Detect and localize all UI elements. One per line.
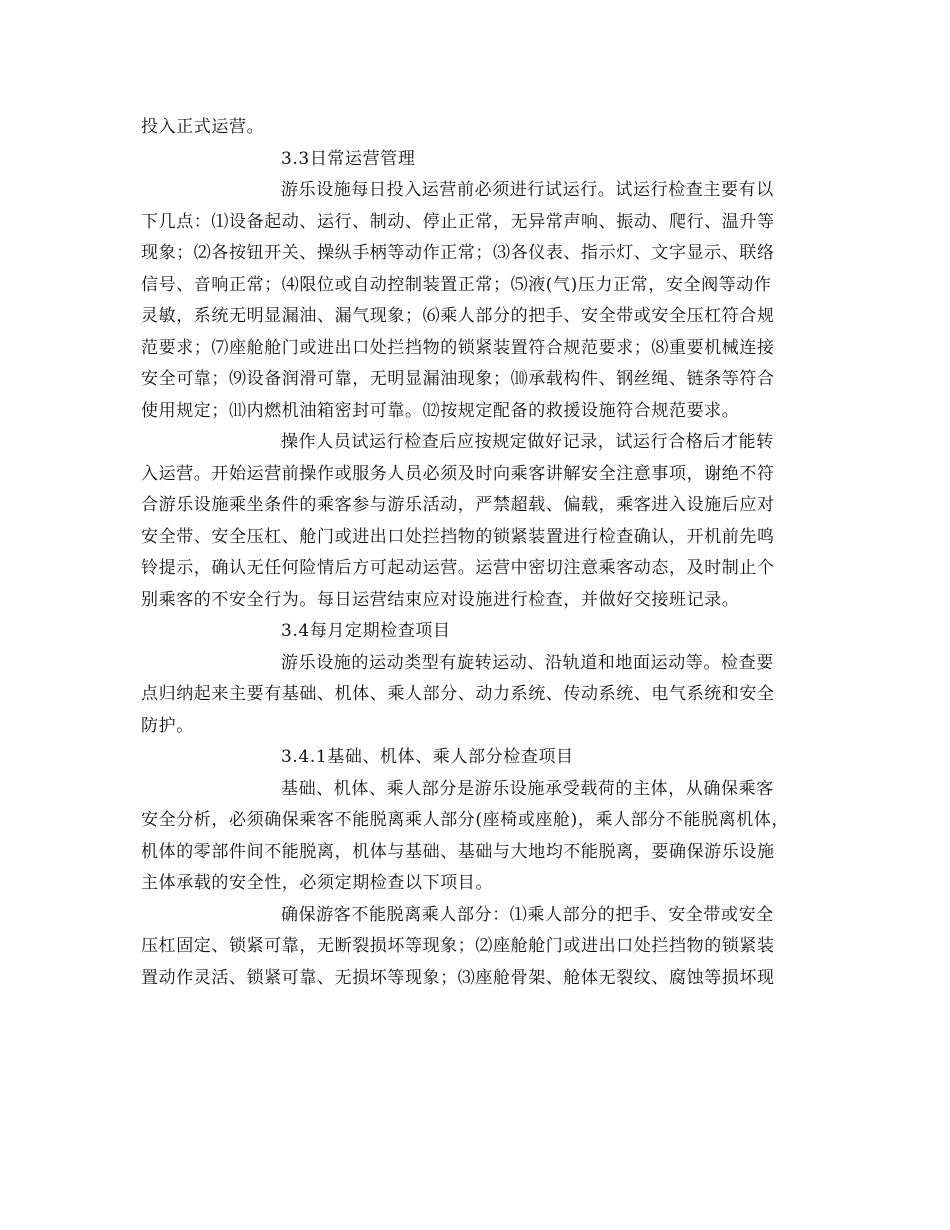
text-line: 信号、音响正常；⑷限位或自动控制装置正常；⑸液(气)压力正常，安全阀等动作 [141, 274, 772, 295]
text-line: 基础、机体、乘人部分是游乐设施承受载荷的主体，从确保乘客 [281, 778, 774, 799]
body-text [141, 112, 821, 994]
text-line: 现象；⑵各按钮开关、操纵手柄等动作正常；⑶各仪表、指示灯、文字显示、联络 [141, 243, 775, 263]
text-line: 范要求；⑺座舱舱门或进出口处拦挡物的锁紧装置符合规范要求；⑻重要机械连接 [141, 337, 775, 358]
text-line: 入运营。开始运营前操作或服务人员必须及时向乘客讲解安全注意事项，谢绝不符 [141, 463, 775, 484]
text-line: 防护。 [141, 715, 194, 736]
text-line: 3.3日常运营管理 [281, 148, 416, 169]
text-line: 点归纳起来主要有基础、机体、乘人部分、动力系统、传动系统、电气系统和安全 [141, 684, 775, 704]
text-line: 3.4每月定期检查项目 [281, 621, 451, 641]
text-line: 安全分析，必须确保乘客不能脱离乘人部分(座椅或座舱)，乘人部分不能脱离机体， [141, 810, 790, 830]
text-line: 机体的零部件间不能脱离，机体与基础、基础与大地均不能脱离，要确保游乐设施 [141, 841, 775, 862]
text-line: 别乘客的不安全行为。每日运营结束应对设施进行检查，并做好交接班记录。 [141, 589, 740, 610]
text-line: 操作人员试运行检查后应按规定做好记录，试运行合格后才能转 [281, 432, 774, 452]
text-line: 下几点：⑴设备起动、运行、制动、停止正常，无异常声响、振动、爬行、温升等 [141, 211, 775, 232]
text-line: 游乐设施的运动类型有旋转运动、沿轨道和地面运动等。检查要 [281, 652, 774, 673]
text-line: 主体承载的安全性，必须定期检查以下项目。 [141, 873, 493, 893]
text-line: 安全可靠；⑼设备润滑可靠，无明显漏油现象；⑽承载构件、钢丝绳、链条等符合 [141, 369, 775, 389]
text-line: 压杠固定、锁紧可靠，无断裂损坏等现象；⑵座舱舱门或进出口处拦挡物的锁紧装 [141, 936, 775, 956]
text-line: 确保游客不能脱离乘人部分：⑴乘人部分的把手、安全带或安全 [281, 904, 774, 925]
text-line: 铃提示，确认无任何险情后方可起动运营。运营中密切注意乘客动态，及时制止个 [141, 558, 775, 578]
text-line: 置动作灵活、锁紧可靠、无损坏等现象；⑶座舱骨架、舱体无裂纹、腐蚀等损坏现 [141, 967, 775, 988]
text-line: 3.4.1基础、机体、乘人部分检查项目 [281, 747, 574, 767]
text-line: 合游乐设施乘坐条件的乘客参与游乐活动，严禁超载、偏载，乘客进入设施后应对 [141, 495, 775, 515]
text-line: 灵敏，系统无明显漏油、漏气现象；⑹乘人部分的把手、安全带或安全压杠符合规 [141, 306, 775, 326]
text-line: 使用规定；⑾内燃机油箱密封可靠。⑿按规定配备的救援设施符合规范要求。 [141, 400, 740, 421]
text-line: 安全带、安全压杠、舱门或进出口处拦挡物的锁紧装置进行检查确认，开机前先鸣 [141, 526, 775, 547]
text-line: 游乐设施每日投入运营前必须进行试运行。试运行检查主要有以 [281, 180, 774, 200]
text-line: 投入正式运营。 [141, 117, 265, 137]
